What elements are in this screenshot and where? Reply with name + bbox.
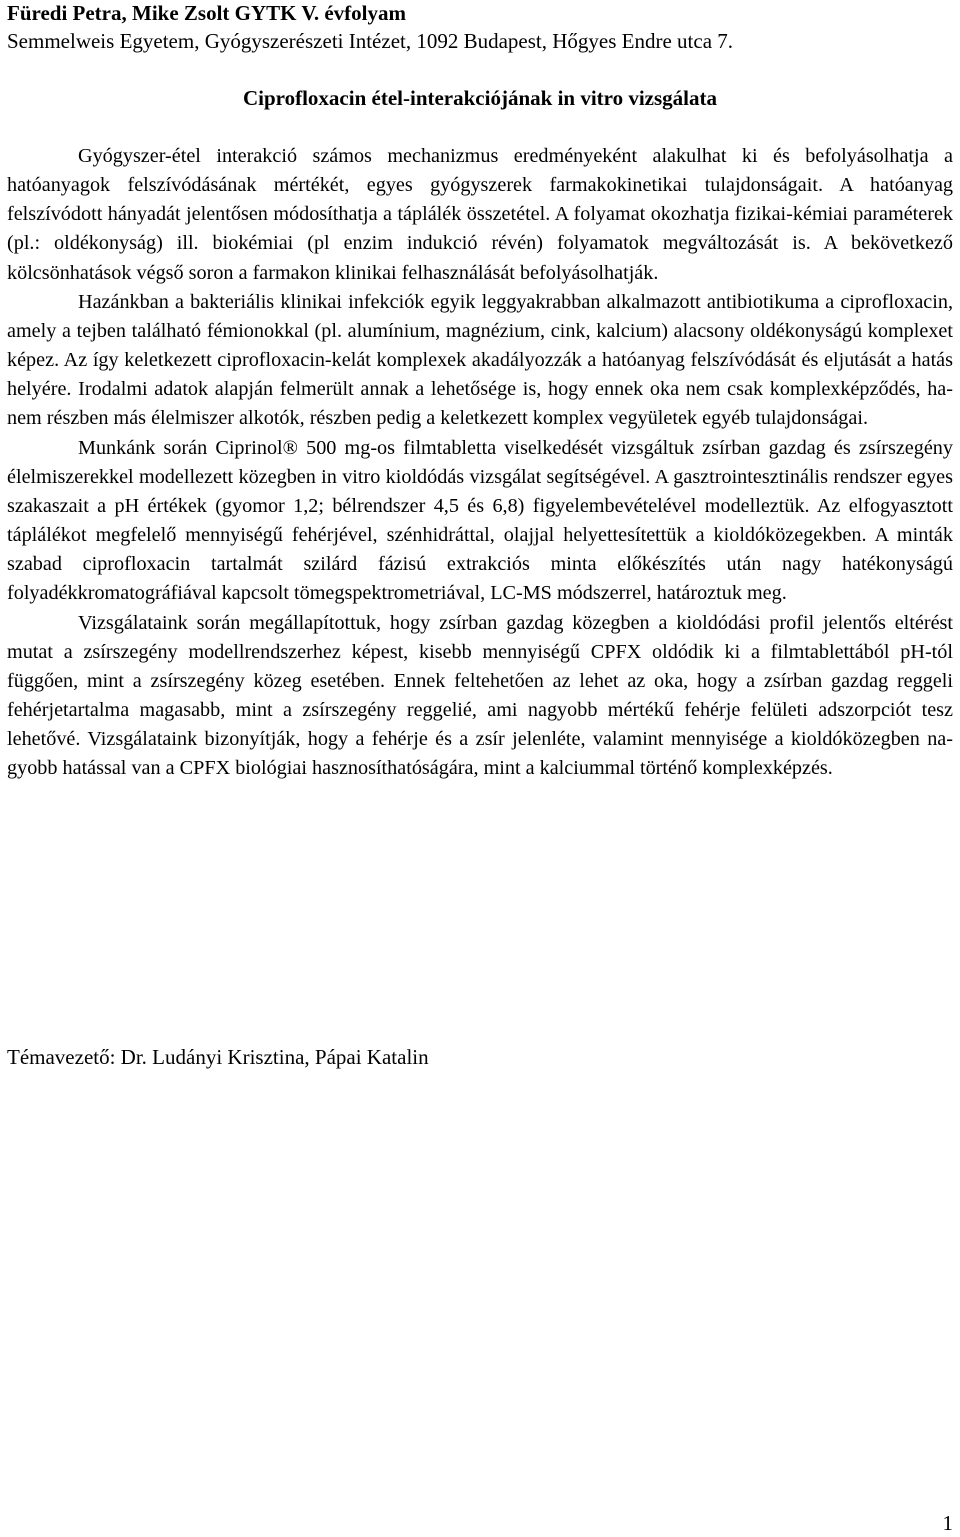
affiliation-line: Semmelweis Egyetem, Gyógyszerészeti Intézet, 1092 Budapest, Hőgyes Endre utca 7. [7,29,734,53]
paragraph-results: Vizsgálataink során megállapítottuk, hogy zsírban gazdag közegben a kioldódási profil jelentős eltérést mutat a zsírszegény modellrendszerhez képest, kisebb mennyiségű CPFX oldódik ki a filmtablettából pH-tól függően, mint a zsírszegény közeg esetében. Ennek feltehetően az lehet az oka, hogy a zsírban gazdag reggeli fehérjetartalma magasabb, mint a zsírszegény reggelié, ami nagyobb mértékű fehérje felületi adszorpciót tesz lehetővé. Vizsgálataink bizonyítják, hogy a fehérje és a zsír jelenléte, valamint mennyisége a kioldóközegben nagyobb hatással van a CPFX biológiai hasznosíthatóságára, mint a kalciummal történő komplexképzés. [7,611,953,780]
paragraph-background: Hazánkban a bakteriális klinikai infekciók egyik leggyakrabban alkalmazott antibiotikuma a ciprofloxacin, amely a tejben található fémionokkal (pl. alumínium, magnézium, cink, kalcium) alacsony oldékonyságú komplexet képez. Az így keletkezett ciprofloxacin-kelát komplexek akadályozzák a hatóanyag felszívódását és eljutását a hatás helyére. Irodalmi adatok alapján felmerült annak a lehetősége is, hogy ennek oka nem csak komplexképződés, hanem részben más élelmiszer alkotók, részben pedig a keletkezett komplex vegyületek egyéb tulajdonságai. [7,290,953,430]
abstract-body [7,142,953,783]
supervisor-line: Témavezető: Dr. Ludányi Krisztina, Pápai Katalin [7,1045,429,1069]
page-number: 1 [942,1511,953,1535]
paragraph-introduction: Gyógyszer-étel interakció számos mechanizmus eredményeként alakulhat ki és befolyásolhatja a hatóanyagok felszívódásának mértékét, egyes gyógyszerek farmakokinetikai tulajdonságait. A hatóanyag felszívódott hányadát jelentősen módosíthatja a táplálék összetétel. A folyamat okozhatja fizikai-kémiai paraméterek (pl.: oldékonyság) ill. biokémiai (pl enzim indukció révén) folyamatok megváltozását is. A bekövetkező kölcsönhatások végső soron a farmakon klinikai felhasználását befolyásolhatják. [7,145,953,284]
paragraph-methods: Munkánk során Ciprinol® 500 mg-os filmtabletta viselkedését vizsgáltuk zsírban gazdag és zsírszegény élelmiszerekkel modellezett közegben in vitro kioldódás vizsgálat segítségével. A gasztrointesztinális rendszer egyes szakaszait a pH értékek (gyomor 1,2; bélrendszer 4,5 és 6,8) figyelembevételével modelleztük. Az elfogyasztott táplálékot megfelelő mennyiségű fehérjével, szénhidráttal, olajjal helyettesítettük a kioldóközegekben. A minták szabad ciprofloxacin tartalmát szilárd fázisú extrakciós minta előkészítés után nagy hatékonyságú folyadékkromatográfiával kapcsolt tömegspektrometriával, LC-MS módszerrel, határoztuk meg. [7,436,953,605]
document-title: Ciprofloxacin étel-interakciójának in vitro vizsgálata [242,86,718,110]
authors-line: Füredi Petra, Mike Zsolt GYTK V. évfolyam [7,1,406,25]
